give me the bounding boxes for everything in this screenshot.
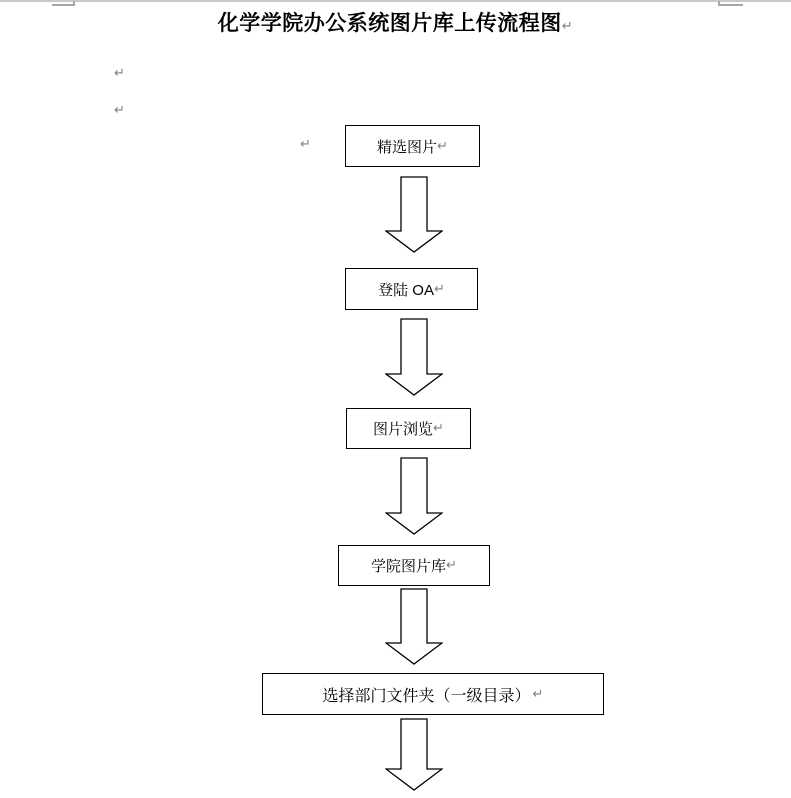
flow-step-box-image-browse[interactable] <box>346 408 471 449</box>
page-top-edge <box>0 0 791 2</box>
paragraph-mark-icon: ↵ <box>433 421 444 436</box>
margin-crop-mark-right <box>718 4 743 6</box>
down-arrow-connector[interactable] <box>385 176 443 253</box>
paragraph-mark-icon: ↵ <box>437 138 448 154</box>
flow-step-box-select-department-folder[interactable] <box>262 673 604 715</box>
flow-step-label: 学院图片库 <box>371 558 447 575</box>
paragraph-mark-icon: ↵ <box>446 558 457 573</box>
down-arrow-connector[interactable] <box>385 457 443 535</box>
flow-step-label: 登陆 OA <box>378 281 434 299</box>
down-arrow-connector[interactable] <box>385 588 443 665</box>
paragraph-mark-icon: ↵ <box>532 686 544 702</box>
paragraph-mark-icon: ↵ <box>561 19 574 34</box>
flow-step-box-select-images[interactable] <box>345 125 480 167</box>
margin-crop-mark-right <box>718 1 720 6</box>
paragraph-mark-icon: ↵ <box>300 137 311 152</box>
document-title <box>0 7 791 37</box>
margin-crop-mark-left <box>52 4 75 6</box>
paragraph-mark-icon: ↵ <box>114 66 125 81</box>
flow-step-label: 选择部门文件夹（一级目录） <box>322 687 531 705</box>
down-arrow-connector[interactable] <box>385 718 443 791</box>
flow-step-box-college-image-library[interactable] <box>338 545 490 586</box>
flow-step-label: 图片浏览 <box>373 421 434 438</box>
margin-crop-mark-left <box>73 1 75 6</box>
down-arrow-connector[interactable] <box>385 318 443 396</box>
document-title-text: 化学学院办公系统图片库上传流程图 <box>217 12 562 35</box>
flow-step-label: 精选图片 <box>377 138 438 156</box>
flow-step-box-login-oa[interactable] <box>345 268 478 310</box>
paragraph-mark-icon: ↵ <box>114 103 125 118</box>
paragraph-mark-icon: ↵ <box>433 281 445 297</box>
